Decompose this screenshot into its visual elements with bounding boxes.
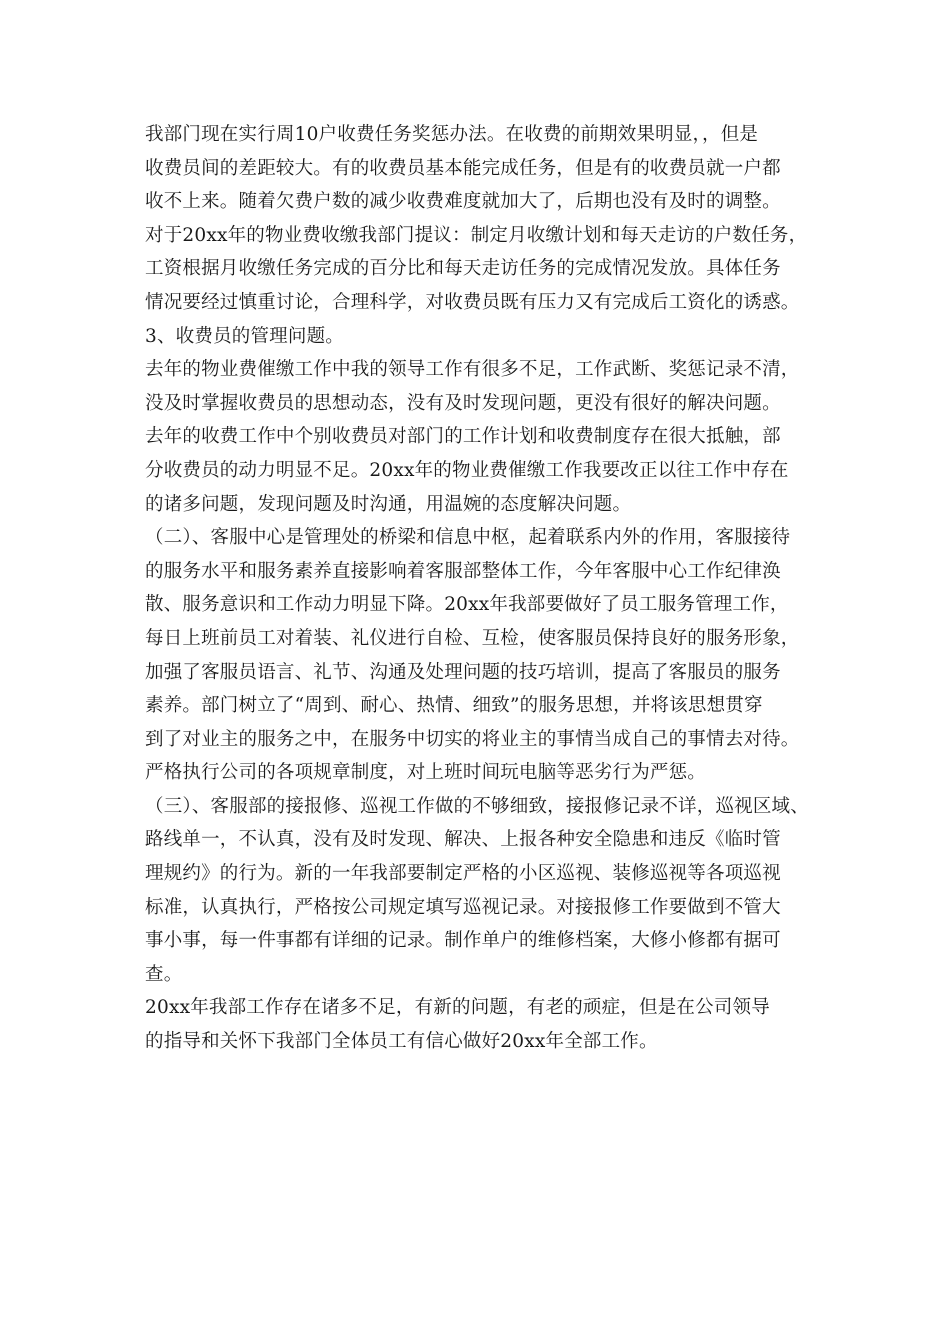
text-line: 查。: [145, 963, 183, 985]
text-line: 加强了客服员语言、礼节、沟通及处理问题的技巧培训，提高了客服员的服务: [145, 661, 781, 683]
text-line: 我部门现在实行周10户收费任务奖惩办法。在收费的前期效果明显，，但是: [145, 124, 759, 145]
text-line: 严格执行公司的各项规章制度，对上班时间玩电脑等恶劣行为严惩。: [145, 762, 707, 784]
text-line: 的指导和关怀下我部门全体员工有信心做好20xx年全部工作。: [145, 1031, 658, 1053]
text-line: 分收费员的动力明显不足。20xx年的物业费催缴工作我要改正以往工作中存在: [145, 459, 789, 481]
document-body: [145, 118, 845, 1059]
text-line: 收费员间的差距较大。有的收费员基本能完成任务，但是有的收费员就一户都: [145, 157, 781, 179]
text-line: 去年的收费工作中个别收费员对部门的工作计划和收费制度存在很大抵触，部: [145, 426, 781, 448]
text-line: 标准，认真执行，严格按公司规定填写巡视记录。对接报修工作要做到不管大: [145, 896, 781, 918]
text-line: 情况要经过慎重讨论，合理科学，对收费员既有压力又有完成后工资化的诱惑。: [145, 291, 800, 313]
text-line: 路线单一，不认真，没有及时发现、解决、上报各种安全隐患和违反《临时管: [145, 829, 781, 851]
text-line: 每日上班前员工对着装、礼仪进行自检、互检，使客服员保持良好的服务形象，: [145, 627, 800, 649]
text-line: 事小事，每一件事都有详细的记录。制作单户的维修档案，大修小修都有据可: [145, 930, 781, 952]
text-line: 收不上来。随着欠费户数的减少收费难度就加大了，后期也没有及时的调整。: [145, 191, 781, 213]
text-line: 工资根据月收缴任务完成的百分比和每天走访任务的完成情况发放。具体任务: [145, 258, 781, 280]
text-line: 到了对业主的服务之中，在服务中切实的将业主的事情当成自己的事情去对待。: [145, 728, 800, 750]
text-line: （三）、客服部的接报修、巡视工作做的不够细致，接报修记录不详，巡视区域、: [145, 795, 809, 817]
text-line: 素养。部门树立了“周到、耐心、热情、细致”的服务思想，并将该思想贯穿: [145, 695, 763, 717]
text-line: 对于20xx年的物业费收缴我部门提议：制定月收缴计划和每天走访的户数任务，: [145, 224, 808, 246]
text-line: （二）、客服中心是管理处的桥梁和信息中枢，起着联系内外的作用，客服接待: [145, 527, 791, 549]
text-line: 理规约》的行为。新的一年我部要制定严格的小区巡视、装修巡视等各项巡视: [145, 863, 781, 885]
text-line: 的服务水平和服务素养直接影响着客服部整体工作，今年客服中心工作纪律涣: [145, 560, 781, 582]
section-heading: 3、收费员的管理问题。: [145, 325, 344, 347]
text-line: 去年的物业费催缴工作中我的领导工作有很多不足，工作武断、奖惩记录不清，: [145, 359, 800, 381]
text-line: 20xx年我部工作存在诸多不足，有新的问题，有老的顽症，但是在公司领导: [145, 997, 770, 1019]
text-line: 没及时掌握收费员的思想动态，没有及时发现问题，更没有很好的解决问题。: [145, 392, 781, 414]
text-line: 散、服务意识和工作动力明显下降。20xx年我部要做好了员工服务管理工作，: [145, 594, 789, 616]
text-line: 的诸多问题，发现问题及时沟通，用温婉的态度解决问题。: [145, 493, 632, 515]
